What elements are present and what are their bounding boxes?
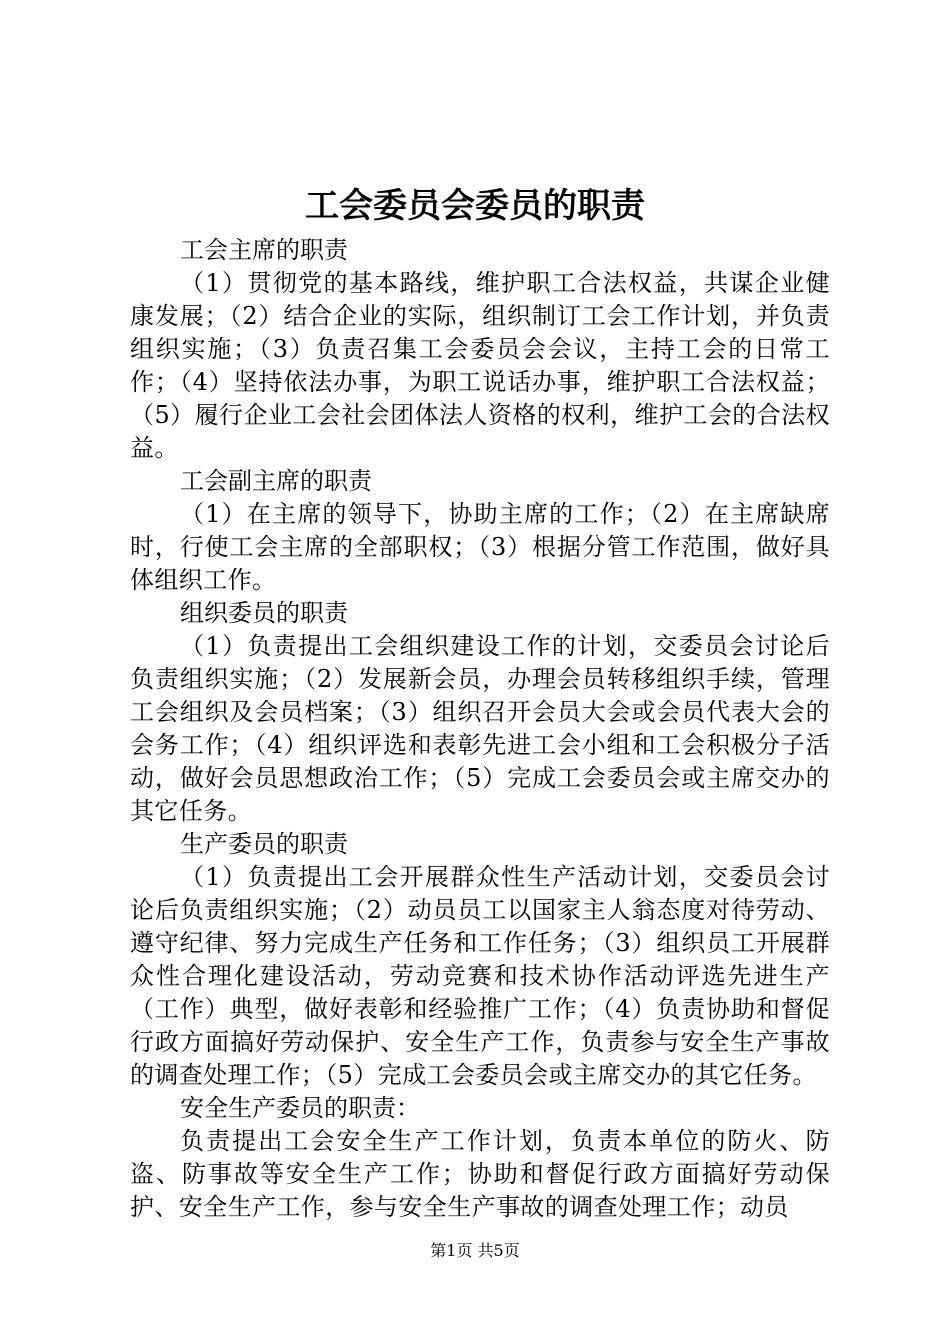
section-text-chairman: （1）贯彻党的基本路线，维护职工合法权益，共谋企业健康发展；（2）结合企业的实际，组织制订工会工作计划，并负责组织实施；（3）负责召集工会委员会会议，主持工会的日常工作；（4）坚持依法办事，为职工说话办事，维护职工合法权益；（5）履行企业工会社会团体法人资格的权利，维护工会的合法权益。 xyxy=(130,269,830,462)
section-text-vice-chairman: （1）在主席的领导下，协助主席的工作；（2）在主席缺席时，行使工会主席的全部职权；（3）根据分管工作范围，做好具体组织工作。 xyxy=(130,500,830,594)
section-heading-production: 生产委员的职责 xyxy=(180,830,348,858)
section-heading-organization: 组织委员的职责 xyxy=(180,599,348,627)
page-footer: 第1页 共5页 xyxy=(430,1241,520,1260)
document-title: 工会委员会委员的职责 xyxy=(305,186,645,226)
section-text-safety: 负责提出工会安全生产工作计划，负责本单位的防火、防盗、防事故等安全生产工作；协助和督促行政方面搞好劳动保护、安全生产工作，参与安全生产事故的调查处理工作；动员 xyxy=(130,1127,830,1221)
section-heading-chairman: 工会主席的职责 xyxy=(180,236,348,264)
document-body xyxy=(130,234,830,1224)
section-heading-safety: 安全生产委员的职责： xyxy=(180,1094,420,1122)
section-heading-vice-chairman: 工会副主席的职责 xyxy=(180,467,372,495)
section-text-production: （1）负责提出工会开展群众性生产活动计划，交委员会讨论后负责组织实施；（2）动员员工以国家主人翁态度对待劳动、遵守纪律、努力完成生产任务和工作任务；（3）组织员工开展群众性合理化建设活动，劳动竞赛和技术协作活动评选先进生产（工作）典型，做好表彰和经验推广工作；（4）负责协助和督促行政方面搞好劳动保护、安全生产工作，负责参与安全生产事故的调查处理工作；（5）完成工会委员会或主席交办的其它任务。 xyxy=(130,863,830,1089)
section-text-organization: （1）负责提出工会组织建设工作的计划，交委员会讨论后负责组织实施；（2）发展新会员，办理会员转移组织手续，管理工会组织及会员档案；（3）组织召开会员大会或会员代表大会的会务工作；（4）组织评选和表彰先进工会小组和工会积极分子活动，做好会员思想政治工作；（5）完成工会委员会或主席交办的其它任务。 xyxy=(130,632,830,825)
